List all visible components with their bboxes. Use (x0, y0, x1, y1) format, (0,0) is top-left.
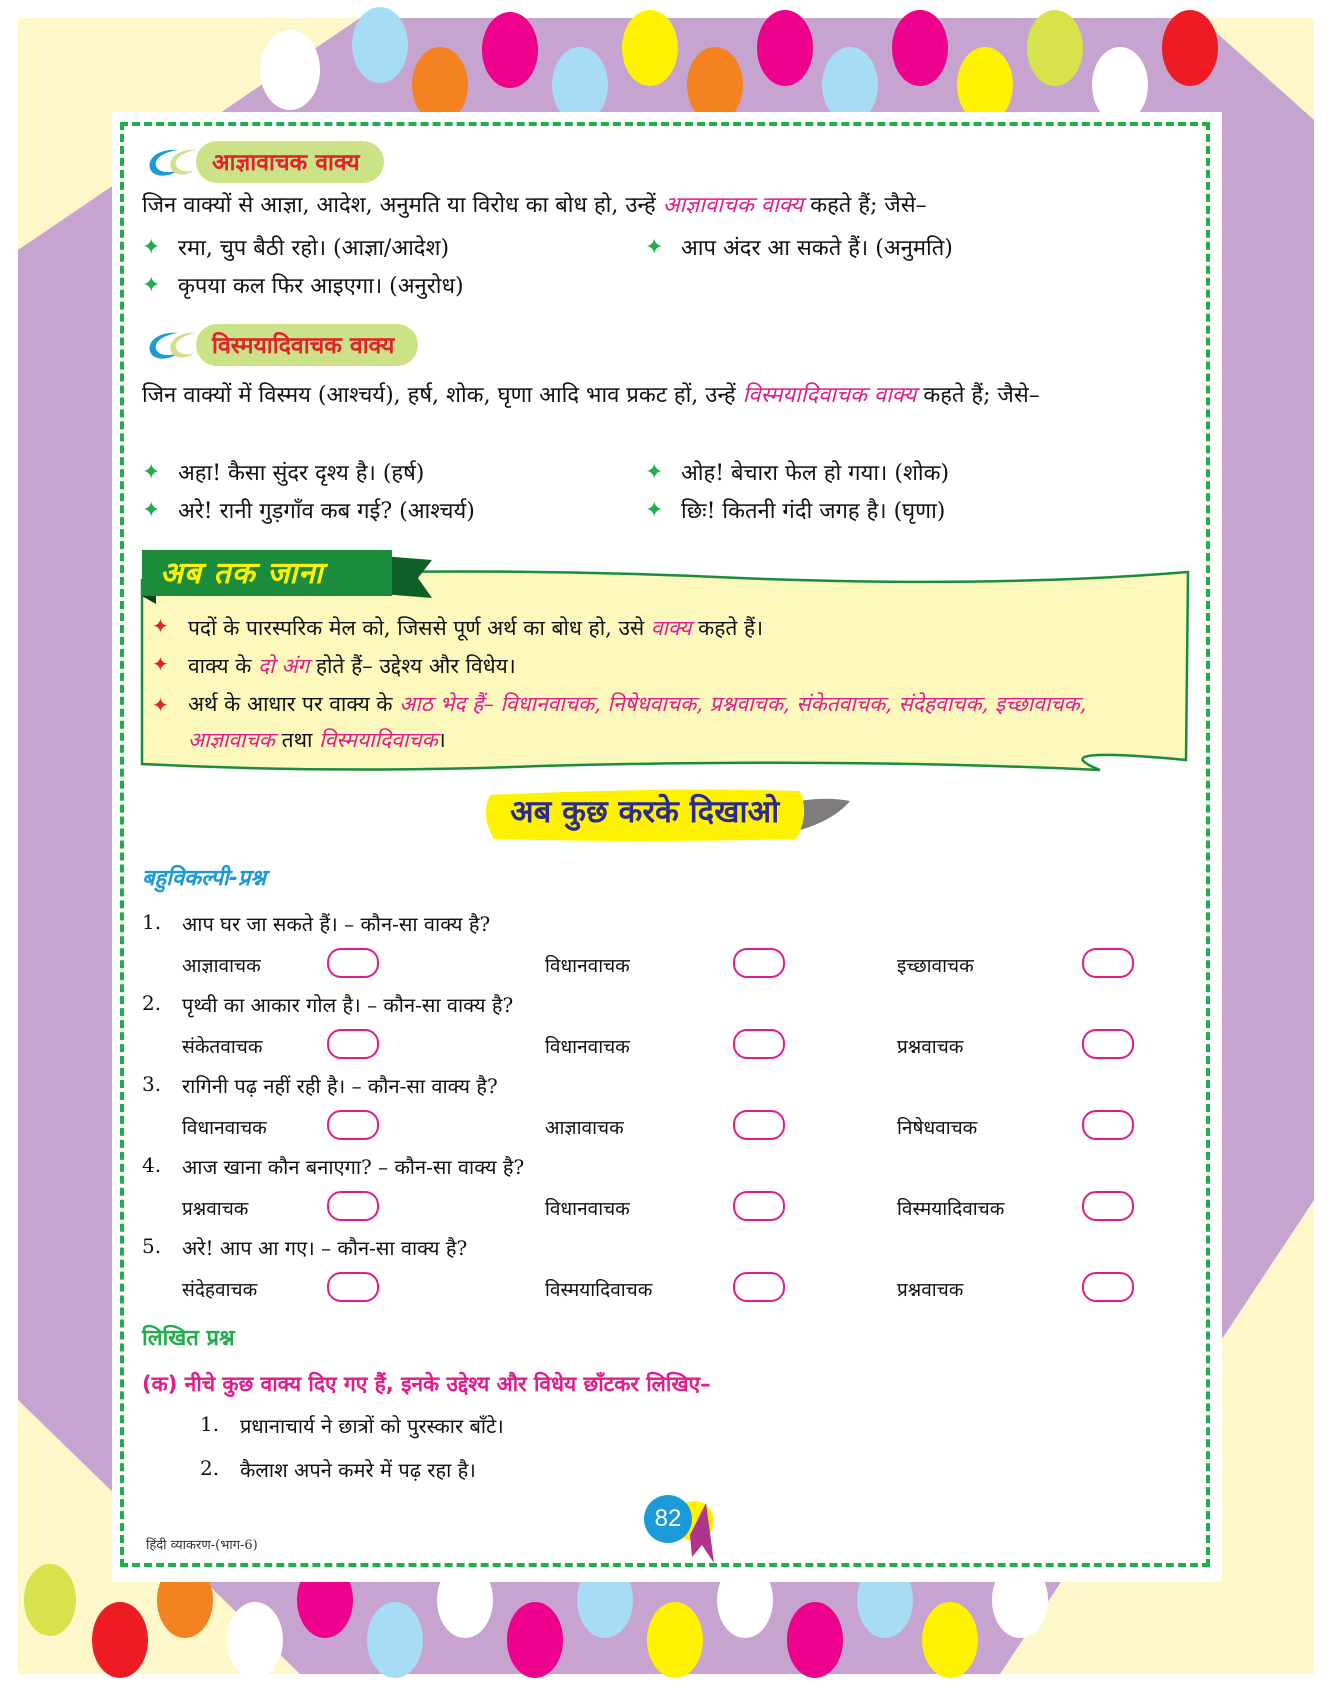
definition-term: विस्मयादिवाचक वाक्य (742, 383, 917, 408)
mcq-question (142, 1153, 524, 1180)
example-text: ओह! बेचारा फेल हो गया। (शोक) (681, 461, 950, 486)
example-text: छिः! कितनी गंदी जगह है। (घृणा) (681, 499, 946, 524)
example-item (142, 493, 475, 527)
question-text: कैलाश अपने कमरे में पढ़ रहा है। (240, 1458, 476, 1482)
summary-term: दो अंग (258, 654, 310, 678)
green-star-bullet-icon: ✦ (645, 459, 664, 485)
question-text: आज खाना कौन बनाएगा? – कौन-सा वाक्य है? (182, 1155, 525, 1179)
example-item (142, 230, 449, 264)
question-number: 5. (142, 1234, 162, 1258)
example-item (645, 230, 953, 264)
example-text: कृपया कल फिर आइएगा। (अनुरोध) (178, 274, 464, 299)
summary-point (152, 614, 763, 642)
answer-box[interactable] (327, 1110, 379, 1140)
answer-box[interactable] (327, 1191, 379, 1221)
definition-text: जिन वाक्यों में विस्मय (आश्चर्य), हर्ष, शोक, घृणा आदि भाव प्रकट हों, उन्हें (142, 383, 743, 408)
section-title: आज्ञावाचक वाक्य (196, 141, 384, 183)
option-label: विधानवाचक (545, 955, 630, 977)
answer-box[interactable] (1082, 1272, 1134, 1302)
summary-point (152, 690, 1182, 758)
question-number: 2. (142, 991, 162, 1015)
summary-text-part: अर्थ के आधार पर वाक्य के (188, 692, 400, 716)
activity-banner-title: अब कुछ करके दिखाओ (510, 794, 780, 830)
option-label: विधानवाचक (182, 1117, 267, 1139)
definition-text: कहते हैं; जैसे– (803, 193, 927, 218)
option-label: संदेहवाचक (182, 1279, 258, 1301)
answer-box[interactable] (1082, 1110, 1134, 1140)
summary-point (152, 652, 516, 680)
summary-text (188, 652, 516, 680)
option-label: इच्छावाचक (897, 955, 974, 977)
task-instruction: (क) नीचे कुछ वाक्य दिए गए हैं, इनके उद्देश्य और विधेय छाँटकर लिखिए– (142, 1372, 711, 1396)
answer-box[interactable] (733, 1191, 785, 1221)
written-question (200, 1456, 476, 1483)
section-heading-imperative (138, 140, 384, 184)
summary-term: विस्मयादिवाचक (319, 728, 438, 752)
answer-box[interactable] (733, 1272, 785, 1302)
definition-text: जिन वाक्यों से आज्ञा, आदेश, अनुमति या विरोध का बोध हो, उन्हें (142, 193, 663, 218)
mcq-question (142, 1234, 467, 1261)
option-label: विस्मयादिवाचक (897, 1198, 1005, 1220)
question-text: प्रधानाचार्य ने छात्रों को पुरस्कार बाँटे। (240, 1414, 504, 1438)
page-number: 82 (654, 1505, 682, 1532)
mcq-question (142, 1072, 498, 1099)
mcq-question (142, 991, 513, 1018)
swirl-icon (138, 323, 202, 367)
green-star-bullet-icon: ✦ (645, 234, 664, 260)
summary-text-part: वाक्य के (188, 654, 259, 678)
example-item (645, 455, 949, 489)
summary-text-part: कहते हैं। (691, 616, 764, 640)
option-label: प्रश्नवाचक (182, 1198, 249, 1220)
swirl-icon (138, 140, 202, 184)
option-label: विधानवाचक (545, 1036, 630, 1058)
option-label: प्रश्नवाचक (897, 1279, 964, 1301)
green-star-bullet-icon: ✦ (645, 497, 664, 523)
question-text: रागिनी पढ़ नहीं रही है। – कौन-सा वाक्य है? (182, 1074, 498, 1098)
question-number: 1. (142, 910, 162, 934)
example-text: आप अंदर आ सकते हैं। (अनुमति) (681, 236, 953, 261)
section-title: विस्मयादिवाचक वाक्य (196, 324, 418, 366)
red-star-bullet-icon: ✦ (152, 693, 169, 717)
answer-box[interactable] (733, 948, 785, 978)
example-text: रमा, चुप बैठी रहो। (आज्ञा/आदेश) (178, 236, 450, 261)
definition-paragraph (142, 378, 1197, 414)
answer-box[interactable] (327, 1029, 379, 1059)
answer-box[interactable] (327, 1272, 379, 1302)
green-star-bullet-icon: ✦ (142, 272, 161, 298)
question-text: अरे! आप आ गए। – कौन-सा वाक्य है? (182, 1236, 468, 1260)
written-heading: लिखित प्रश्न (142, 1326, 235, 1351)
mcq-heading: बहुविकल्पी-प्रश्न (142, 866, 266, 891)
summary-text-part: तथा (274, 728, 320, 752)
option-label: संकेतवाचक (182, 1036, 263, 1058)
answer-box[interactable] (1082, 1029, 1134, 1059)
section-heading-exclamatory (138, 323, 418, 367)
question-number: 3. (142, 1072, 162, 1096)
definition-term: आज्ञावाचक वाक्य (662, 193, 804, 218)
summary-text-part: । (437, 728, 446, 752)
summary-term: आठ भेद हैं– विधानवाचक, निषेधवाचक, प्रश्नवाचक, संकेतवाचक, संदेहवाचक, इच्छावाचक, आज्ञावाचक (188, 692, 1087, 752)
question-number: 4. (142, 1153, 162, 1177)
definition-paragraph (142, 188, 1197, 224)
question-number: 2. (200, 1456, 220, 1480)
answer-box[interactable] (327, 948, 379, 978)
example-item (645, 493, 945, 527)
question-text: पृथ्वी का आकार गोल है। – कौन-सा वाक्य है? (182, 993, 514, 1017)
summary-text-part: होते हैं– उद्देश्य और विधेय। (309, 654, 516, 678)
example-item (142, 455, 424, 489)
answer-box[interactable] (733, 1029, 785, 1059)
red-star-bullet-icon: ✦ (152, 652, 169, 676)
mcq-question (142, 910, 490, 937)
option-label: प्रश्नवाचक (897, 1036, 964, 1058)
example-text: अरे! रानी गुड़गाँव कब गई? (आश्चर्य) (178, 499, 475, 524)
summary-banner-title: अब तक जाना (160, 556, 324, 591)
summary-text (188, 614, 763, 642)
green-star-bullet-icon: ✦ (142, 234, 161, 260)
book-title: हिंदी व्याकरण-(भाग-6) (146, 1538, 258, 1553)
definition-text: कहते हैं; जैसे– (916, 383, 1040, 408)
question-number: 1. (200, 1412, 220, 1436)
written-question (200, 1412, 504, 1439)
answer-box[interactable] (1082, 1191, 1134, 1221)
green-star-bullet-icon: ✦ (142, 459, 161, 485)
example-item (142, 268, 464, 302)
option-label: आज्ञावाचक (182, 955, 261, 977)
example-text: अहा! कैसा सुंदर दृश्य है। (हर्ष) (178, 461, 425, 486)
green-star-bullet-icon: ✦ (142, 497, 161, 523)
option-label: निषेधवाचक (897, 1117, 978, 1139)
summary-text-part: पदों के पारस्परिक मेल को, जिससे पूर्ण अर्थ का बोध हो, उसे (188, 616, 651, 640)
option-label: विधानवाचक (545, 1198, 630, 1220)
answer-box[interactable] (1082, 948, 1134, 978)
option-label: विस्मयादिवाचक (545, 1279, 653, 1301)
summary-term: वाक्य (650, 616, 692, 640)
option-label: आज्ञावाचक (545, 1117, 624, 1139)
red-star-bullet-icon: ✦ (152, 614, 169, 638)
question-text: आप घर जा सकते हैं। – कौन-सा वाक्य है? (182, 912, 491, 936)
answer-box[interactable] (733, 1110, 785, 1140)
summary-text (188, 686, 1178, 758)
